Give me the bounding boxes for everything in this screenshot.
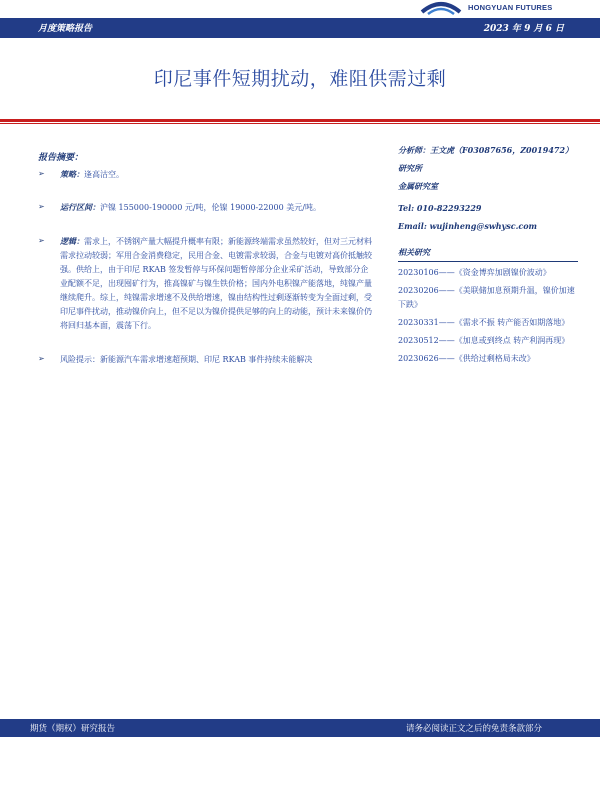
item-label: 逻辑： bbox=[60, 236, 84, 246]
arrow-bullet-icon: ➢ bbox=[38, 236, 45, 245]
summary-label: 报告摘要： bbox=[38, 153, 84, 163]
analyst-name: 分析师：王文虎（F03087656，Z0019472） bbox=[398, 145, 574, 155]
summary-item-logic bbox=[38, 234, 373, 333]
analyst-sidebar bbox=[398, 143, 578, 366]
related-research-item[interactable]: 20230626——《供给过剩格局未改》 bbox=[398, 354, 535, 363]
arrow-bullet-icon: ➢ bbox=[38, 202, 45, 211]
footer-disclaimer-note: 请务必阅读正文之后的免责条款部分 bbox=[405, 724, 542, 734]
title-divider bbox=[0, 119, 600, 122]
related-research-item[interactable]: 20230512——《加息或到终点 转产利润再现》 bbox=[398, 336, 570, 345]
report-date: 2023 年 9 月 6 日 bbox=[483, 24, 564, 34]
arrow-bullet-icon: ➢ bbox=[38, 354, 45, 363]
item-text: 风险提示：新能源汽车需求增速超预期、印尼 RKAB 事件持续未能解决 bbox=[60, 355, 313, 364]
email-address[interactable]: Email: wujinheng@swhysc.com bbox=[398, 221, 538, 231]
telephone: Tel: 010-82293229 bbox=[398, 203, 482, 213]
arrow-bullet-icon: ➢ bbox=[38, 169, 45, 178]
related-research-item[interactable]: 20230331——《需求不振 转产能否如期落地》 bbox=[398, 318, 570, 327]
team: 金属研究室 bbox=[398, 181, 438, 191]
footer-report-type: 期货（期权）研究报告 bbox=[30, 724, 116, 734]
summary-item-range bbox=[38, 200, 373, 215]
summary-item-risk bbox=[38, 352, 373, 367]
summary-item-strategy bbox=[38, 167, 373, 182]
item-label: 策略： bbox=[60, 169, 84, 179]
report-summary bbox=[38, 150, 373, 367]
related-research-item[interactable]: 20230106——《资金博弈加剧镍价波动》 bbox=[398, 268, 551, 277]
item-text: 需求上，不锈钢产量大幅提升概率有限；新能源终端需求虽然较好，但对三元材料需求拉动较弱；军用合金消费稳定，民用合金、电镀需求较弱，合金与电镀对高价抵触较强。供给上，由于印尼 RKAB 签发暂停与环保问题暂停部分企业采矿活动，导致部分企业配额不足，出现囤矿行为，推高镍矿与镍生铁价格；国内外电积镍产能落地，纯镍产量继续爬升。综上，纯镍需求增速不及供给增速，镍由结构性过剩逐渐转变为全面过剩，受印尼事件扰动，推动镍价向上，但不足以为镍价提供足够的向上的动能，预计未来镍价仍将回归基本面，震荡下行。 bbox=[60, 237, 372, 330]
logo-text: HONGYUAN FUTURES bbox=[468, 3, 553, 12]
logo-emblem-icon bbox=[418, 0, 464, 20]
related-research-title: 相关研究 bbox=[398, 247, 578, 262]
page-title: 印尼事件短期扰动，难阻供需过剩 bbox=[153, 68, 447, 90]
header-band bbox=[0, 18, 600, 38]
item-label: 运行区间： bbox=[60, 202, 100, 212]
footer-band bbox=[0, 719, 600, 737]
title-divider-thin bbox=[0, 123, 600, 124]
company-logo bbox=[418, 0, 568, 18]
report-type: 月度策略报告 bbox=[38, 24, 93, 34]
related-research-item[interactable]: 20230206——《美联储加息预期升温，镍价加速下跌》 bbox=[398, 286, 575, 309]
item-text: 沪镍 155000-190000 元/吨，伦镍 19000-22000 美元/吨。 bbox=[100, 203, 321, 212]
department: 研究所 bbox=[398, 163, 422, 173]
item-text: 逢高沽空。 bbox=[84, 170, 124, 179]
